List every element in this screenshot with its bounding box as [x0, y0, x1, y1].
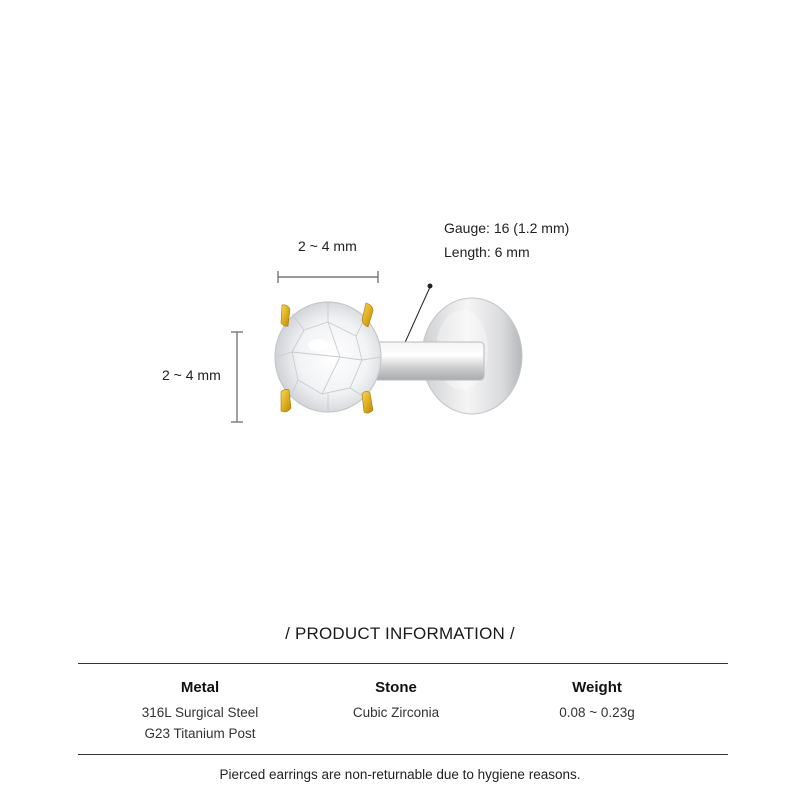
return-policy-note: Pierced earrings are non-returnable due to hygiene reasons.	[219, 767, 581, 782]
weight-column	[497, 679, 697, 723]
metal-heading: Metal	[180, 679, 220, 696]
metal-value-1: 316L Surgical Steel	[141, 705, 259, 720]
stone-value: Cubic Zirconia	[352, 705, 440, 720]
stone-column	[296, 679, 496, 723]
weight-heading: Weight	[572, 679, 622, 696]
height-dimension-line	[231, 332, 243, 422]
stone-heading: Stone	[375, 679, 417, 696]
weight-value: 0.08 ~ 0.23g	[559, 705, 635, 720]
metal-column	[100, 679, 300, 744]
stone-height-label: 2 ~ 4 mm	[162, 367, 221, 383]
table-bottom-divider	[78, 754, 728, 755]
metal-value-2: G23 Titanium Post	[144, 726, 256, 741]
product-information-title: / PRODUCT INFORMATION /	[285, 624, 515, 643]
titanium-post	[366, 342, 484, 380]
table-top-divider	[78, 663, 728, 664]
length-label: Length: 6 mm	[444, 244, 530, 260]
width-dimension-line	[278, 271, 378, 283]
stone-width-label: 2 ~ 4 mm	[298, 238, 357, 254]
gauge-label: Gauge: 16 (1.2 mm)	[444, 220, 570, 236]
